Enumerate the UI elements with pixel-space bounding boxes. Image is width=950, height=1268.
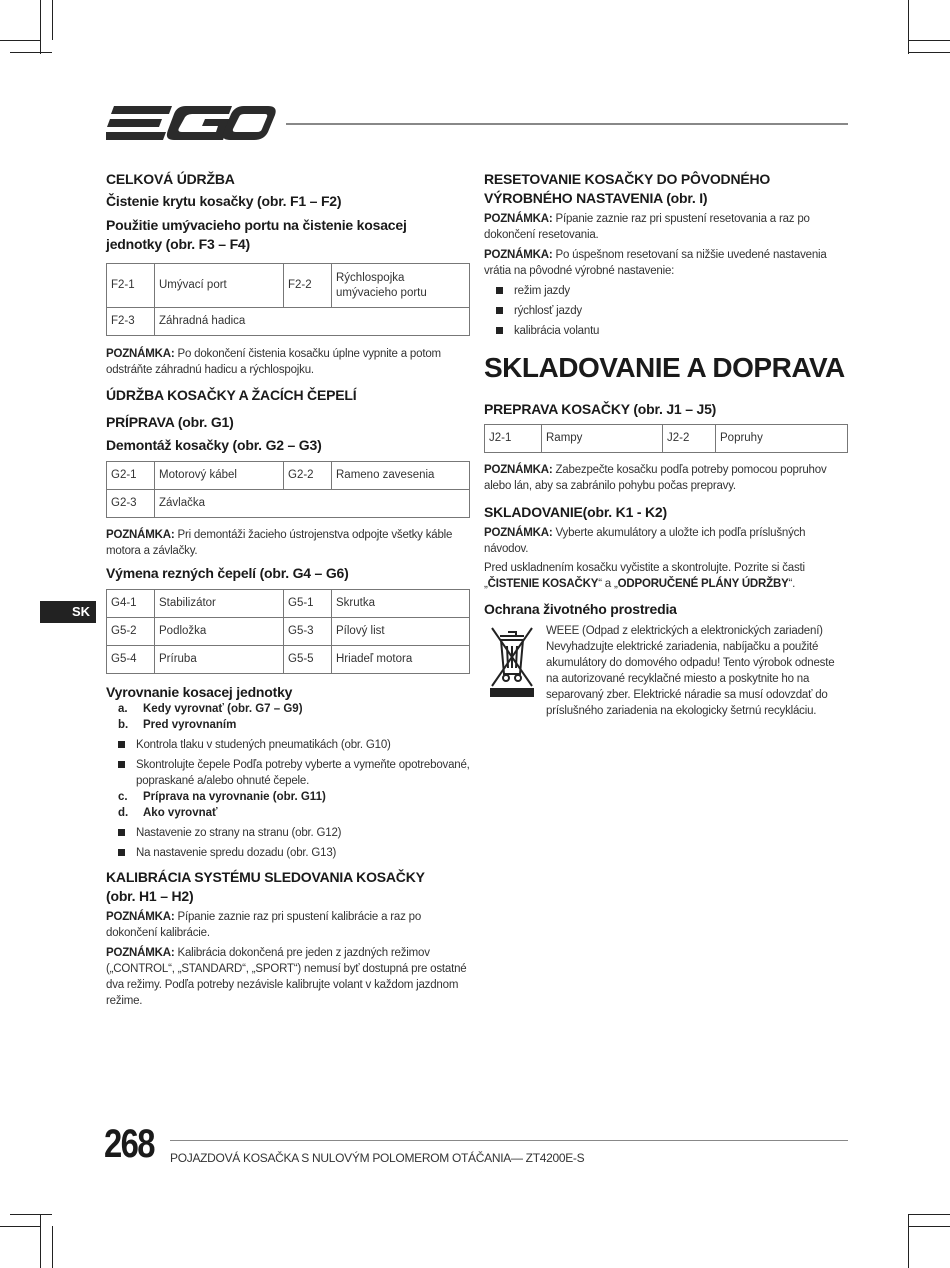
table-cell: G5-4 bbox=[107, 646, 155, 674]
table-cell: F2-2 bbox=[284, 264, 332, 308]
ego-logo-icon bbox=[106, 104, 276, 144]
note-reset-settings bbox=[484, 247, 846, 279]
note-calibration-beep bbox=[106, 909, 470, 941]
step-d bbox=[106, 805, 472, 821]
section-title-storage-transport: SKLADOVANIE A DOPRAVA bbox=[484, 352, 845, 383]
crop-mark bbox=[908, 0, 909, 54]
table-cell: Hriadeľ motora bbox=[332, 646, 470, 674]
language-tab bbox=[40, 601, 96, 623]
parts-table-f bbox=[106, 263, 470, 336]
note-label: POZNÁMKA: bbox=[106, 947, 175, 959]
page-number: 268 bbox=[104, 1122, 154, 1166]
step-b bbox=[106, 717, 472, 733]
note-transport bbox=[484, 462, 848, 494]
crop-mark bbox=[908, 40, 950, 41]
note-label: POZNÁMKA: bbox=[106, 911, 175, 923]
note-cleaning bbox=[106, 346, 470, 378]
crop-mark bbox=[10, 52, 52, 53]
note-label: POZNÁMKA: bbox=[106, 529, 175, 541]
table-cell: Pílový list bbox=[332, 618, 470, 646]
weee-bin-icon bbox=[488, 624, 536, 698]
crop-mark bbox=[40, 1214, 41, 1268]
table-cell: G4-1 bbox=[107, 590, 155, 618]
footer-rule bbox=[170, 1140, 848, 1141]
note-label: POZNÁMKA: bbox=[484, 464, 553, 476]
note-label: POZNÁMKA: bbox=[484, 527, 553, 539]
table-cell: Závlačka bbox=[155, 490, 470, 518]
table-cell: Príruba bbox=[155, 646, 284, 674]
table-cell: Stabilizátor bbox=[155, 590, 284, 618]
heading-dismount: Demontáž kosačky (obr. G2 – G3) bbox=[106, 437, 322, 453]
step-a bbox=[106, 701, 472, 717]
step-b-list bbox=[106, 737, 472, 789]
table-cell: G5-5 bbox=[284, 646, 332, 674]
table-cell: Popruhy bbox=[716, 425, 848, 453]
step-text: Príprava na vyrovnanie (obr. G11) bbox=[143, 791, 326, 803]
text: “ a „ bbox=[598, 578, 618, 590]
heading-mower-maintenance: ÚDRŽBA KOSAČKY A ŽACÍCH ČEPELÍ bbox=[106, 387, 357, 403]
note-text: Pípanie zaznie raz pri spustení resetovania a raz po dokončení resetovania. bbox=[484, 213, 810, 241]
note-label: POZNÁMKA: bbox=[106, 348, 175, 360]
table-cell: J2-1 bbox=[485, 425, 542, 453]
step-c bbox=[106, 789, 472, 805]
note-text: Pri demontáži žacieho ústrojenstva odpojte všetky káble motora a závlačky. bbox=[106, 529, 453, 557]
table-cell: F2-1 bbox=[107, 264, 155, 308]
parts-table-g4 bbox=[106, 589, 470, 674]
parts-table-j bbox=[484, 424, 848, 453]
step-text: Kedy vyrovnať (obr. G7 – G9) bbox=[143, 703, 303, 715]
heading-calibration: KALIBRÁCIA SYSTÉMU SLEDOVANIA KOSAČKY (obr. H1 – H2) bbox=[106, 869, 425, 904]
header-rule bbox=[286, 123, 848, 125]
weee-text: WEEE (Odpad z elektrických a elektronických zariadení) Nevyhadzujte elektrické zariadenia, nabíjačku a použité akumulátory do domového odpadu! Tento výrobok odneste na autorizované recyklačné miesto a poskytnite ho na separovaný zber. Elektrické náradie sa musí odovzdať do príslušného zariadenia na ekologicky šetrnú recykláciu. bbox=[546, 625, 835, 717]
heading-storage: SKLADOVANIE(obr. K1 - K2) bbox=[484, 504, 667, 520]
cross-reference: ČISTENIE KOSAČKY bbox=[487, 578, 599, 590]
table-cell: Umývací port bbox=[155, 264, 284, 308]
crop-mark bbox=[52, 1226, 53, 1268]
reset-settings-list bbox=[484, 283, 846, 343]
table-cell: Motorový kábel bbox=[155, 462, 284, 490]
table-cell: G5-1 bbox=[284, 590, 332, 618]
heading-clean-cover: Čistenie krytu kosačky (obr. F1 – F2) bbox=[106, 193, 342, 209]
heading-blade-replacement: Výmena rezných čepelí (obr. G4 – G6) bbox=[106, 565, 349, 581]
table-cell: Záhradná hadica bbox=[155, 308, 470, 336]
note-text: Pípanie zaznie raz pri spustení kalibrácie a raz po dokončení kalibrácie. bbox=[106, 911, 422, 939]
table-cell: Rampy bbox=[542, 425, 663, 453]
step-letter: b. bbox=[118, 719, 129, 731]
note-label: POZNÁMKA: bbox=[484, 213, 553, 225]
list-item: režim jazdy bbox=[484, 283, 846, 299]
crop-mark bbox=[908, 52, 950, 53]
step-text: Pred vyrovnaním bbox=[143, 719, 237, 731]
text: Pred uskladnením kosačku vyčistite a skontrolujte. Pozrite si časti „ bbox=[484, 562, 805, 590]
heading-factory-reset: RESETOVANIE KOSAČKY DO PÔVODNÉHO VÝROBNÉHO NASTAVENIA (obr. I) bbox=[484, 171, 771, 206]
note-dismount bbox=[106, 527, 470, 559]
crop-mark bbox=[0, 40, 40, 41]
leveling-steps bbox=[106, 701, 472, 865]
list-item: Skontrolujte čepele Podľa potreby vyberte a vymeňte opotrebované, popraskané a/alebo ohnuté čepele. bbox=[106, 757, 472, 789]
crop-mark bbox=[908, 1226, 950, 1227]
storage-instructions bbox=[484, 560, 848, 592]
table-cell: J2-2 bbox=[663, 425, 716, 453]
list-item: Nastavenie zo strany na stranu (obr. G12) bbox=[106, 825, 472, 841]
language-tab-label: SK bbox=[71, 604, 90, 619]
note-reset-beep bbox=[484, 211, 846, 243]
note-text: Po úspešnom resetovaní sa nižšie uvedené nastavenia vrátia na pôvodné výrobné nastavenie: bbox=[484, 249, 827, 277]
table-cell: G2-2 bbox=[284, 462, 332, 490]
step-text: Ako vyrovnať bbox=[143, 807, 218, 819]
table-cell: Rýchlospojka umývacieho portu bbox=[332, 264, 470, 308]
note-text: Kalibrácia dokončená pre jeden z jazdných režimov („CONTROL“, „STANDARD“, „SPORT“) nemusí byť dostupná pre ostatné dva režimy. Podľa potreby nezávisle kalibrujte volant v každom jazdnom režime. bbox=[106, 947, 467, 1007]
list-item: Kontrola tlaku v studených pneumatikách (obr. G10) bbox=[106, 737, 472, 753]
table-cell: G2-1 bbox=[107, 462, 155, 490]
table-cell: G5-2 bbox=[107, 618, 155, 646]
brand-logo bbox=[106, 104, 276, 144]
text: “. bbox=[788, 578, 796, 590]
heading-wash-port: Použitie umývacieho portu na čistenie kosacej jednotky (obr. F3 – F4) bbox=[106, 217, 407, 252]
crop-mark bbox=[908, 1214, 909, 1268]
crop-mark bbox=[10, 1214, 52, 1215]
crop-mark bbox=[40, 0, 41, 54]
note-label: POZNÁMKA: bbox=[484, 249, 553, 261]
footer-title: POJAZDOVÁ KOSAČKA S NULOVÝM POLOMEROM OTÁČANIA— ZT4200E-S bbox=[170, 1151, 585, 1165]
note-text: Po dokončení čistenia kosačku úplne vypnite a potom odstráňte záhradnú hadicu a rýchlospojku. bbox=[106, 348, 441, 376]
note-storage bbox=[484, 525, 848, 557]
list-item: kalibrácia volantu bbox=[484, 323, 846, 339]
note-calibration-modes bbox=[106, 945, 470, 1009]
table-cell: G5-3 bbox=[284, 618, 332, 646]
heading-deck-leveling: Vyrovnanie kosacej jednotky bbox=[106, 684, 293, 700]
table-cell: F2-3 bbox=[107, 308, 155, 336]
step-letter: a. bbox=[118, 703, 128, 715]
table-cell: Rameno zavesenia bbox=[332, 462, 470, 490]
step-d-list bbox=[106, 825, 472, 861]
parts-table-g bbox=[106, 461, 470, 518]
step-letter: c. bbox=[118, 791, 128, 803]
note-text: Zabezpečte kosačku podľa potreby pomocou popruhov alebo lán, aby sa zabránilo pohybu počas prepravy. bbox=[484, 464, 827, 492]
list-item: rýchlosť jazdy bbox=[484, 303, 846, 319]
crop-mark bbox=[0, 1226, 40, 1227]
table-cell: Skrutka bbox=[332, 590, 470, 618]
crop-mark bbox=[908, 1214, 950, 1215]
note-text: Vyberte akumulátory a uložte ich podľa príslušných návodov. bbox=[484, 527, 806, 555]
step-letter: d. bbox=[118, 807, 129, 819]
table-cell: Podložka bbox=[155, 618, 284, 646]
crop-mark bbox=[52, 0, 53, 40]
table-cell: G2-3 bbox=[107, 490, 155, 518]
list-item: Na nastavenie spredu dozadu (obr. G13) bbox=[106, 845, 472, 861]
heading-transport: PREPRAVA KOSAČKY (obr. J1 – J5) bbox=[484, 401, 717, 417]
heading-general-maintenance: CELKOVÁ ÚDRŽBA bbox=[106, 171, 235, 187]
heading-environment: Ochrana životného prostredia bbox=[484, 601, 677, 617]
cross-reference: ODPORUČENÉ PLÁNY ÚDRŽBY bbox=[617, 578, 789, 590]
heading-preparation: PRÍPRAVA (obr. G1) bbox=[106, 414, 234, 430]
